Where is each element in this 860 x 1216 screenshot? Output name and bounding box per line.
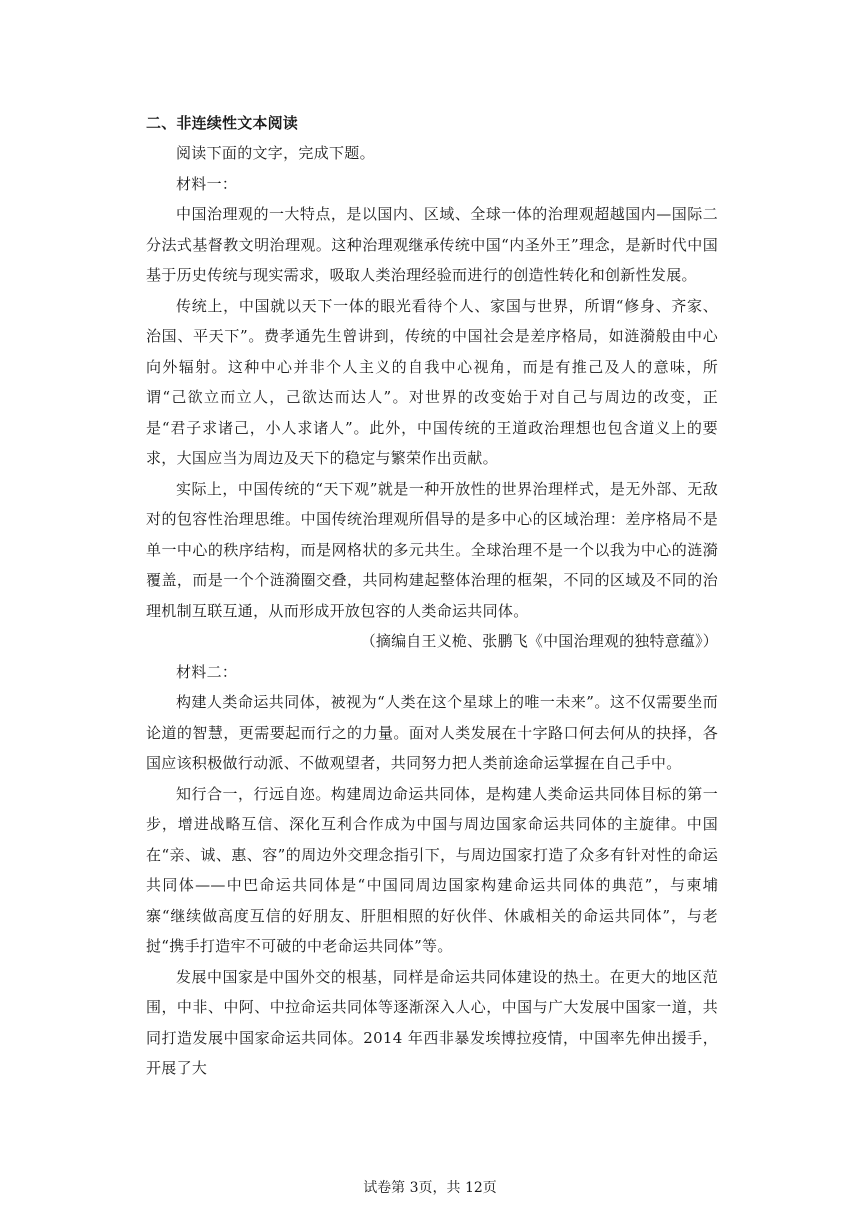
material-two-label: 材料二：	[176, 662, 238, 681]
material-one-source: （摘编自王义桅、张鹏飞《中国治理观的独特意蕴》）	[360, 632, 718, 650]
material-one-paragraph: 实际上，中国传统的“天下观”就是一种开放性的世界治理样式，是无外部、无敌对的包容性治理思维。中国传统治理观所倡导的是多中心的区域治理：差序格局不是单一中心的秩序结构，而是网格状的多元共生。全球治理不是一个以我为中心的涟漪覆盖，而是一个个涟漪圈交叠，共同构建起整体治理的框架，不同的区域及不同的治理机制互联互通，从而形成开放包容的人类命运共同体。	[146, 479, 718, 620]
material-two-paragraph: 知行合一，行远自迩。构建周边命运共同体，是构建人类命运共同体目标的第一步，增进战略互信、深化互利合作成为中国与周边国家命运共同体的主旋律。中国在“亲、诚、惠、容”的周边外交理念指引下，与周边国家打造了众多有针对性的命运共同体——中巴命运共同体是“中国同周边国家构建命运共同体的典范”，与柬埔寨“继续做高度互信的好朋友、肝胆相照的好伙伴、休戚相关的命运共同体”，与老挝“携手打造牢不可破的中老命运共同体”等。	[146, 784, 718, 955]
material-one-paragraph: 传统上，中国就以天下一体的眼光看待个人、家国与世界，所谓“修身、齐家、治国、平天下”。费孝通先生曾讲到，传统的中国社会是差序格局，如涟漪般由中心向外辐射。这种中心并非个人主义的自我中心视角，而是有推己及人的意味，所谓“己欲立而立人，己欲达而达人”。对世界的改变始于对自己与周边的改变，正是“君子求诸己，小人求诸人”。此外，中国传统的王道政治理想也包含道义上的要求，大国应当为周边及天下的稳定与繁荣作出贡献。	[146, 296, 718, 467]
material-one-paragraph: 中国治理观的一大特点，是以国内、区域、全球一体的治理观超越国内—国际二分法式基督教文明治理观。这种治理观继承传统中国“内圣外王”理念，是新时代中国基于历史传统与现实需求，吸取人类治理经验而进行的创造性转化和创新性发展。	[146, 205, 718, 284]
material-one-label: 材料一：	[176, 174, 238, 193]
material-two-paragraph: 发展中国家是中国外交的根基，同样是命运共同体建设的热土。在更大的地区范围，中非、中阿、中拉命运共同体等逐渐深入人心，中国与广大发展中国家一道，共同打造发展中国家命运共同体。2014 年西非暴发埃博拉疫情，中国率先伸出援手，开展了大	[146, 967, 718, 1077]
section-title: 二、非连续性文本阅读	[146, 114, 299, 132]
material-two-paragraph: 构建人类命运共同体，被视为“人类在这个星球上的唯一未来”。这不仅需要坐而论道的智慧，更需要起而行之的力量。面对人类发展在十字路口何去何从的抉择，各国应该积极做行动派、不做观望者，共同努力把人类前途命运掌握在自己手中。	[146, 693, 718, 772]
instruction-text: 阅读下面的文字，完成下题。	[176, 144, 375, 162]
page-footer: 试卷第 3页，共 12页	[363, 1180, 497, 1196]
page-content	[146, 108, 718, 1084]
